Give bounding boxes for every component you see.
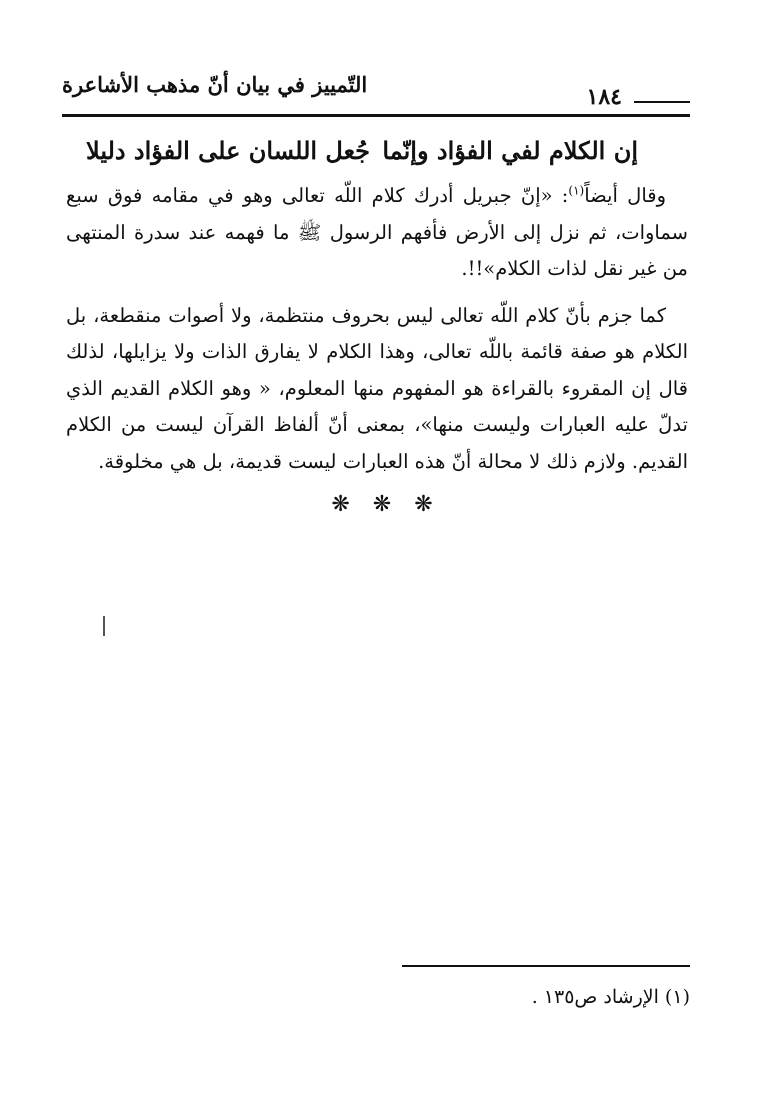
paragraph-1-lead: وقال أيضاً [584,184,667,207]
body-text [66,178,688,480]
page-number: ١٨٤ [586,84,622,110]
poetry-verse [86,136,638,165]
paragraph-2-text: كما جزم بأنّ كلام اللّه تعالى ليس بحروف منتظمة، ولا أصوات منقطعة، بل الكلام هو صفة قائمة باللّه تعالى، وهذا الكلام لا يفارق الذات ولا يزايلها، لذلك قال إن المقروء بالقراءة هو المفهوم منها المعلوم، « وهو الكلام القديم الذي تدلّ عليه العبارات وليست منها»، بمعنى أنّ ألفاظ القرآن ليست من الكلام القديم. ولازم ذلك لا محالة أنّ هذه العبارات ليست قديمة، بل هي مخلوقة. [66,303,688,473]
footnote-rule [402,965,690,967]
section-separator-stars: ❋ ❋ ❋ [331,492,441,517]
paragraph-1-text: : «إنّ جبريل أدرك كلام اللّه تعالى وهو في مقامه فوق سبع سماوات، ثم نزل إلى الأرض فأفهم الرسول ﷺ ما فهمه عند سدرة المنتهى من غير نقل لذات الكلام»!!. [66,184,688,280]
header-rule [62,114,690,117]
paragraph-2 [66,298,688,481]
margin-mark [103,616,105,636]
running-title: التّمييز في بيان أنّ مذهب الأشاعرة [62,72,368,97]
footnote: (١) الإرشاد ص١٣٥ . [531,986,690,1008]
verse-first-hemistich: إن الكلام لفي الفؤاد وإنّما [382,136,638,165]
paragraph-1 [66,178,688,288]
page-header [62,66,690,118]
page-number-dash [634,101,690,103]
verse-second-hemistich: جُعل اللسان على الفؤاد دليلا [86,136,370,165]
footnote-reference[interactable]: (١) [568,183,585,198]
